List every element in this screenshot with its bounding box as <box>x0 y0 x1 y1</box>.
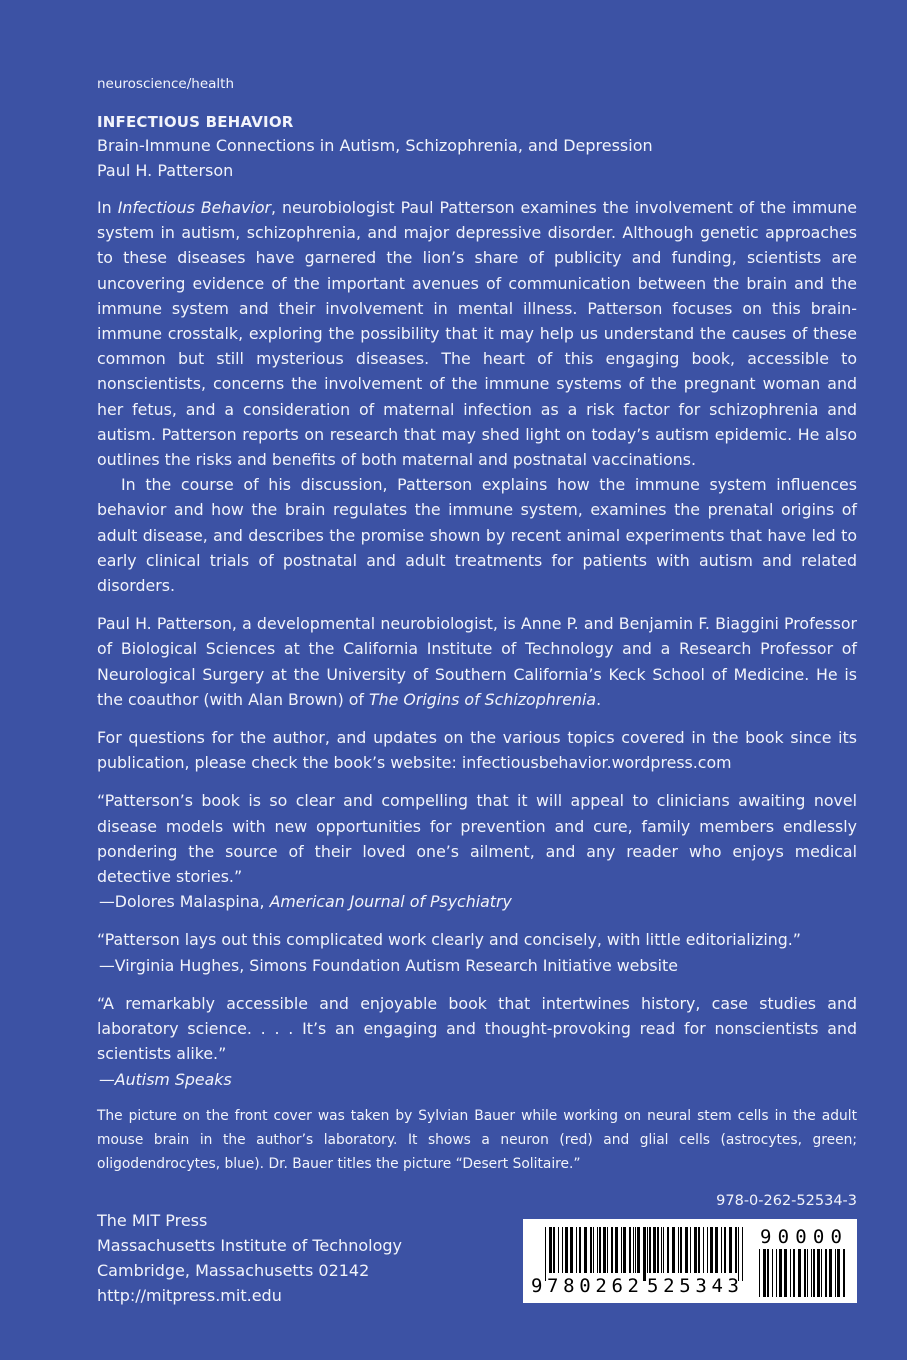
barcode-bar <box>825 1249 827 1297</box>
barcode-bar <box>570 1227 573 1273</box>
description-paragraph-1 <box>97 195 857 472</box>
barcode-left-digits: 780262 <box>547 1275 639 1297</box>
blurb-source-3-publication: —Autism Speaks <box>99 1069 232 1089</box>
bio-text: Paul H. Patterson, a developmental neurobiologist, is Anne P. and Benjamin F. Biaggini Professor of Biological Sciences at the California Institute of Technology and a Research Professor of Neurological Surgery at the University of Southern California’s Keck School of Medicine. He is the coauthor (with Alan Brown) of <box>97 614 857 709</box>
barcode-right-digits: 525343 <box>647 1275 739 1297</box>
barcode-bar <box>690 1227 691 1273</box>
blurb-source-2-name: —Virginia Hughes, Simons Foundation Autism Research Initiative website <box>99 955 678 975</box>
barcode-bar <box>584 1227 587 1273</box>
book-author: Paul H. Patterson <box>97 161 234 180</box>
blurb-quote-2: “Patterson lays out this complicated work clearly and concisely, with little editorializing.” <box>97 930 801 950</box>
barcode-bar <box>776 1249 777 1297</box>
barcode-bar <box>678 1227 679 1273</box>
blurb-source-1-name: —Dolores Malaspina, <box>99 892 270 912</box>
barcode-bar <box>562 1227 563 1273</box>
barcode-bar <box>694 1227 697 1273</box>
barcode-bar <box>763 1249 766 1297</box>
isbn-number: 978-0-262-52534-3 <box>716 1193 857 1209</box>
barcode-bar <box>729 1227 732 1273</box>
barcode-bar <box>738 1227 739 1281</box>
barcode-graphic <box>523 1219 857 1303</box>
barcode-bar <box>793 1249 795 1297</box>
barcode-bar <box>772 1249 773 1297</box>
barcode-bar <box>759 1249 760 1297</box>
barcode-bar <box>661 1227 662 1273</box>
barcode-bar <box>576 1227 577 1273</box>
barcode-bar <box>565 1227 568 1273</box>
barcode-bar <box>657 1227 659 1273</box>
barcode-bar <box>607 1227 608 1273</box>
description-lead: In <box>97 198 118 217</box>
barcode-bar <box>553 1227 555 1273</box>
barcode-bar <box>649 1227 651 1273</box>
book-title: INFECTIOUS BEHAVIOR <box>97 113 294 131</box>
barcode-bar <box>633 1227 634 1273</box>
barcode-bar <box>623 1227 626 1273</box>
barcode-bar <box>817 1249 820 1297</box>
author-bio <box>97 611 857 712</box>
barcode-bar <box>685 1227 688 1273</box>
barcode-bar <box>835 1249 836 1297</box>
barcode-bar <box>593 1227 594 1273</box>
bio-end: . <box>596 689 602 709</box>
blurb-quote-3: “A remarkably accessible and enjoyable book that intertwines history, case studies and laboratory science. . . . It’s an engaging and thought-provoking read for nonscientists and scientists alike.” <box>97 993 857 1064</box>
barcode-bar <box>637 1227 640 1273</box>
barcode-bar <box>611 1227 613 1273</box>
barcode-bar <box>811 1249 812 1297</box>
barcode-bar <box>635 1227 636 1273</box>
barcode-bar <box>813 1249 815 1297</box>
barcode-bar <box>603 1227 606 1273</box>
barcode-bar <box>590 1227 592 1273</box>
blurb-quote-1: “Patterson’s book is so clear and compelling that it will appeal to clinicians awaiting novel disease models with new opportunities for prevention and cure, family members endlessly pondering the source of their loved one’s ailment, and any reader who enjoys medical detective stories.” <box>97 791 857 887</box>
barcode-bar <box>698 1227 700 1273</box>
barcode-bar <box>643 1227 646 1281</box>
barcode-bar <box>663 1227 664 1273</box>
description-paragraph-2: In the course of his discussion, Patterson explains how the immune system influences behavior and how the brain regulates the immune system, examines the prenatal origins of adult disease, and describes the promise shown by recent animal experiments that have led to early clinical trials of postnatal and adult treatments for patients with autism and related disorders. <box>97 475 857 596</box>
publisher-url: http://mitpress.mit.edu <box>97 1286 282 1305</box>
barcode-bar <box>715 1227 718 1273</box>
book-title-italic: Infectious Behavior <box>117 198 271 217</box>
barcode-bar <box>558 1227 559 1273</box>
barcode-bar <box>579 1227 581 1273</box>
barcode-bar <box>710 1227 713 1273</box>
publisher-city: Cambridge, Massachusetts 02142 <box>97 1261 370 1280</box>
publisher-institution: Massachusetts Institute of Technology <box>97 1236 402 1255</box>
barcode-bar <box>703 1227 704 1273</box>
blurb-source-1 <box>97 889 857 914</box>
barcode-bar <box>724 1227 726 1273</box>
barcode-bar <box>621 1227 622 1273</box>
barcode-bar <box>549 1227 552 1273</box>
barcode-bar <box>843 1249 845 1297</box>
barcode-price-code: 90000 <box>760 1226 842 1248</box>
barcode-bar <box>647 1227 648 1273</box>
back-cover-text <box>97 76 857 1176</box>
barcode-bar <box>707 1227 708 1273</box>
barcode-bar <box>790 1249 791 1297</box>
blurb-source-2 <box>97 953 857 978</box>
barcode-bar <box>807 1249 808 1297</box>
description-rest: , neurobiologist Paul Patterson examines the involvement of the immune system in autism, schizophrenia, and major depressive disorder. Although genetic approaches to these diseases have garnered the lion’s share of publicity and funding, scientists are uncovering evidence of the important avenues of communication between the brain and the immune system and their involvement in mental illness. Patterson focuses on this brain-immune crosstalk, exploring the possibility that it may help us understand the causes of these common but still mysterious diseases. The heart of this engaging book, accessible to nonscientists, concerns the involvement of the immune systems of the pregnant woman and her fetus, and a consideration of maternal infection as a risk factor for schizophrenia and autism. Patterson reports on research that may shed light on today’s autism epidemic. He also outlines the risks and benefits of both maternal and postnatal vaccinations. <box>97 198 857 470</box>
barcode-bar <box>599 1227 601 1273</box>
barcode-bar <box>680 1227 682 1273</box>
publisher-name: The MIT Press <box>97 1211 208 1230</box>
barcode-bars <box>545 1227 743 1281</box>
book-subtitle: Brain-Immune Connections in Autism, Schizophrenia, and Depression <box>97 136 653 155</box>
barcode-lead-digit: 9 <box>531 1275 543 1297</box>
barcode-bar <box>545 1227 546 1281</box>
barcode-bar <box>672 1227 675 1273</box>
barcode-bar <box>653 1227 656 1273</box>
barcode-bar <box>742 1227 743 1281</box>
barcode-bar <box>615 1227 618 1273</box>
blurb-source-3 <box>97 1067 857 1092</box>
barcode-bar <box>821 1249 822 1297</box>
category-label: neuroscience/health <box>97 76 235 92</box>
barcode-bar <box>629 1227 631 1273</box>
barcode-bar <box>804 1249 806 1297</box>
barcode-bar <box>735 1227 737 1273</box>
barcode-bar <box>798 1249 801 1297</box>
barcode-bar <box>597 1227 598 1273</box>
website-note: For questions for the author, and updates on the various topics covered in the book since its publication, please check the book’s website: infectiousbehavior.wordpress.com <box>97 728 857 773</box>
barcode-bar <box>784 1249 787 1297</box>
blurb-source-1-publication: American Journal of Psychiatry <box>269 892 512 912</box>
barcode-bar <box>721 1227 722 1273</box>
bio-book-title: The Origins of Schizophrenia <box>369 689 597 709</box>
publisher-block <box>97 1208 402 1308</box>
cover-image-caption: The picture on the front cover was taken by Sylvian Bauer while working on neural stem cells in the adult mouse brain in the author’s laboratory. It shows a neuron (red) and glial cells (astrocytes, green; oligodendrocytes, blue). Dr. Bauer titles the picture “Desert Solitaire.” <box>97 1107 857 1172</box>
barcode-bar <box>767 1249 769 1297</box>
price-addon-bars <box>759 1249 845 1297</box>
barcode-bar <box>667 1227 669 1273</box>
barcode-bar <box>837 1249 840 1297</box>
barcode-bar <box>829 1249 832 1297</box>
isbn-barcode <box>523 1219 857 1303</box>
barcode-bar <box>779 1249 782 1297</box>
